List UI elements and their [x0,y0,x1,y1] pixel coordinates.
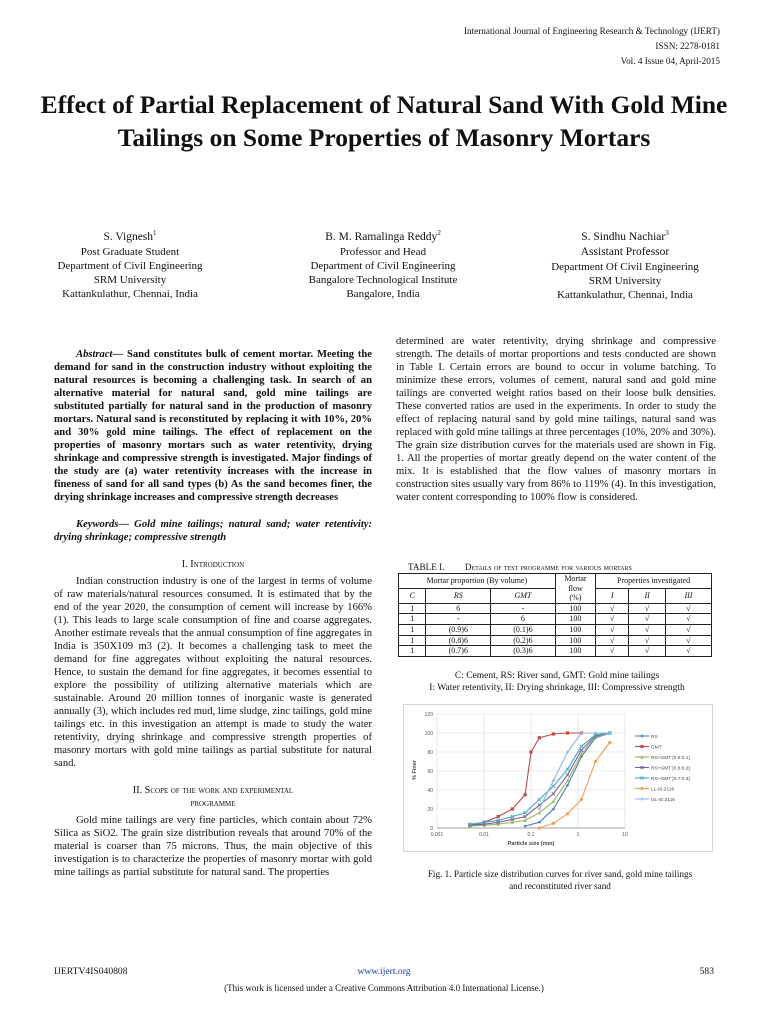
chart-ytick-label: 60 [427,769,433,775]
author-role: Professor and Head [339,245,427,258]
chart-ytick-label: 40 [427,788,433,794]
footer-website-link[interactable]: www.ijert.org [357,966,411,977]
chart-point [580,798,583,801]
chart-legend-label: GMT [651,745,662,751]
author-1 [30,226,230,301]
particle-size-chart [403,704,713,852]
author-inst: SRM University [93,273,167,286]
chart-xtick-label: 0.01 [479,832,489,838]
journal-issn: ISSN: 2278-0181 [655,41,720,51]
table-col-header: I [596,588,629,603]
author-inst: SRM University [588,274,662,287]
journal-header [464,24,720,69]
chart-xtick-label: 1 [576,832,580,838]
chart-xtick-label: 10 [622,832,628,838]
chart-point [538,826,541,829]
chart-ytick-label: 120 [424,712,433,718]
chart-ytick-label: 0 [430,826,433,832]
right-column-text: determined are water retentivity, drying shrinkage and compressive strength. The details of mortar proportions and tests conducted are shown in Table I. Certain errors are bound to occur in volume batching. To minimize these errors, volumes of cement, natural sand and gold mine tailings are converted weight ratios based on their loose bulk densities. These converted ratios are used in the experiments. In order to study the effect of replacing natural sand by gold mine tailings, natural sand was replaced with gold mine tailings at three percentages (10%, 20% and 30%). The grain size distribution curves for the materials used are shown in Fig. 1. All the properties of mortar greatly depend on the water content of the mix. It is established that the flow values of masonry mortars in construction sites usually vary from 86% to 119% (4). In this investigation, water content corresponding to 100% flow is considered. [396,336,716,503]
author-role: Post Graduate Student [80,245,180,258]
table-group-header: Mortar proportion (By volume) [399,574,556,589]
chart-legend-label: RS+GMT [0.8:0.2] [651,766,690,772]
chart-point [511,807,514,810]
table-test-programme [398,573,712,657]
table-group-header: Properties investigated [596,574,712,589]
keywords: Keywords— Gold mine tailings; natural sand; water retentivity: drying shrinkage; compressive strength [54,519,372,543]
introduction-text: Indian construction industry is one of the largest in terms of volume of raw materials/natural resources consumed. It is estimated that by the end of the year 2020, the consumption of cement will increase by 166% (1). This leads to large scale consumption of fine and coarse aggregates. Another estimate reveals that the annual consumption of fine aggregates in India is 350X109 m3 (2). It becomes a challenging task to meet the demand for fine aggregates without exploiting the natural resources. Hence, to sustain the demand for fine aggregates, it becomes essential to explore the possibility of utilizing alternative materials which are sustainable. Around 20 million tonnes of inorganic waste is generated annually (3), which includes red mud, lime sludge, zinc tailings, gold mine tailings etc. in this investigation an attempt is made to study the water retentivity, drying shrinkage and compressive strength properties of masonry mortars with gold mine tailings as partial substitute for natural sand. [54,576,372,769]
author-2 [278,226,488,301]
author-dept: Department of Civil Engineering [310,259,456,272]
chart-point [552,732,555,735]
chart-xtick-label: 0.001 [430,832,444,838]
section-heading-introduction: I. Introduction [181,559,245,570]
chart-ylabel: % Finer [412,760,418,780]
abstract: Abstract— Sand constitutes bulk of cement mortar. Meeting the demand for sand in the construction industry without exploiting the natural resources is becoming a challenging task. In search of an alternative material for natural sand, gold mine tailings are substituted partially for natural sand in the production of masonry mortars. Natural sand is reconstituted by replacing it with 10%, 20% and 30% gold mine tailings. The effect of replacement on the properties of masonry mortars such as water retentivity, drying shrinkage and compressive strength is investigated. Major findings of the study are (a) water retentivity increases with the increase in fineness of sand for all sand types (b) As the sand becomes finer, the drying shrinkage increases and compressive strength decreases [54,349,372,503]
scope-text: Gold mine tailings are very fine particles, which contain about 72% Silica as SiO2. The grain size distribution reveals that around 70% of the material is coarser than 75 microns. Thus, the main objective of this investigation is to characterize the properties of masonry mortar with gold mine tailings as partial substitute for natural sand. The properties [54,815,372,878]
chart-point [566,812,569,815]
table-note-2: I: Water retentivity, II: Drying shrinkage, III: Compressive strength [429,683,685,693]
chart-point [608,741,611,744]
author-name: S. Vignesh$^1$ [103,229,157,243]
chart-point [566,731,569,734]
footer-license: (This work is licensed under a Creative Commons Attribution 4.0 International License.) [224,983,544,993]
journal-name: International Journal of Engineering Research & Technology (IJERT) [463,26,720,36]
chart-xtick-label: 0.1 [527,832,535,838]
chart-xlabel: Particle size (mm) [507,841,555,847]
table-row: 1 (0.7)6 (0.3)6 100 √ √ √ [399,646,712,657]
figure-caption: Fig. 1. Particle size distribution curves for river sand, gold mine tailings and reconstituted river sand [427,869,693,891]
author-loc: Kattankulathur, Chennai, India [557,288,693,301]
chart-point [529,750,532,753]
table-note-1: C: Cement, RS: River sand, GMT: Gold mine tailings [454,671,660,681]
chart-ytick-label: 100 [424,731,433,737]
table-flow-header: Mortar flow (%) [555,574,595,604]
table-col-header: C [399,588,426,603]
author-loc: Kattankulathur, Chennai, India [62,287,198,300]
table-caption: TABLE I. Details of test programme for various mortars [408,562,632,572]
chart-point [497,815,500,818]
chart-legend-label: RS+GMT [0.7:0.3] [651,776,690,782]
table-header-row [399,574,712,589]
table-col-header: RS [426,588,491,603]
author-name: B. M. Ramalinga Reddy$^2$ [325,229,441,243]
author-3 [520,226,730,302]
table-row: 1 (0.8)6 (0.2)6 100 √ √ √ [399,635,712,646]
chart-legend-label: RS [651,734,658,740]
author-name: S. Sindhu Nachiar$^3$ [581,229,669,243]
table-col-header: III [665,588,711,603]
table-col-header: II [629,588,666,603]
author-role: Assistant Professor [580,245,670,258]
chart-legend-label: UL-IS:2116 [651,797,675,803]
author-dept: Department Of Civil Engineering [551,260,699,273]
author-dept: Department of Civil Engineering [57,259,203,272]
journal-volume: Vol. 4 Issue 04, April-2015 [620,56,720,66]
table-row: 1 - 6 100 √ √ √ [399,614,712,625]
chart-point [594,760,597,763]
chart-legend-label: LL-IS:2116 [651,787,675,793]
chart-point [524,793,527,796]
author-inst: Bangalore Technological Institute [308,273,458,286]
table-row: 1 6 - 100 √ √ √ [399,603,712,614]
footer-paper-id: IJERTV4IS040808 [54,966,128,977]
section-heading-scope: II. Scope of the work and experimental [132,785,294,796]
chart-point [640,745,643,748]
paper-title: Effect of Partial Replacement of Natural Sand With Gold Mine Tailings on Some Properties of Masonry Mortars [40,90,728,152]
table-row: 1 (0.9)6 (0.1)6 100 √ √ √ [399,624,712,635]
chart-ytick-label: 80 [427,750,433,756]
footer-page-number: 583 [699,966,714,977]
chart-point [552,822,555,825]
section-heading-scope-line2: programme [190,798,236,809]
chart-point [538,736,541,739]
chart-point [640,787,643,790]
chart-ytick-label: 20 [427,807,433,813]
left-column [54,348,372,879]
table-col-header: GMT [491,588,556,603]
chart-legend-label: RS+GMT [0.9:0.1] [651,755,690,761]
author-loc: Bangalore, India [346,287,420,300]
table-header-row [399,588,712,603]
